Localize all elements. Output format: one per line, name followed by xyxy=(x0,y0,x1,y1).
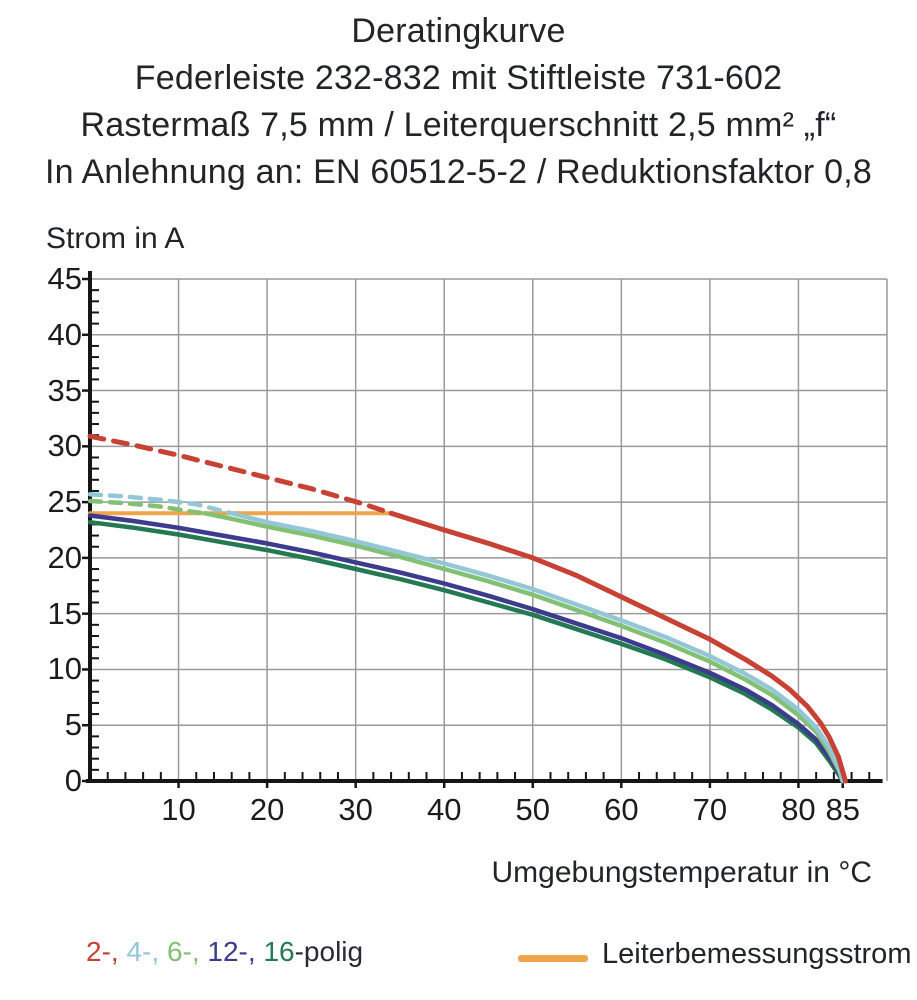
y-tick-label: 15 xyxy=(47,595,82,631)
rating-current-legend-label: Leiterbemessungsstrom xyxy=(602,938,912,970)
x-tick-label: 70 xyxy=(692,792,728,827)
y-tick-label: 20 xyxy=(47,539,82,575)
y-axis-title: Strom in A xyxy=(46,222,185,255)
y-tick-label: 10 xyxy=(47,651,82,687)
x-tick-label: 60 xyxy=(604,792,639,827)
legend-pole-token: 6-, xyxy=(166,936,208,967)
legend-pole-token: 4-, xyxy=(126,936,167,967)
legend-pole-counts xyxy=(86,936,363,968)
y-tick-label: 5 xyxy=(64,707,82,743)
x-tick-label: 50 xyxy=(515,792,550,827)
legend-pole-token: 12-, xyxy=(207,936,264,967)
x-tick-label: 20 xyxy=(249,792,285,827)
x-tick-label: 80 xyxy=(781,792,816,827)
rating-current-legend-line xyxy=(518,955,588,962)
y-tick-label: 30 xyxy=(47,428,82,464)
legend-pole-token: 2-, xyxy=(86,936,127,967)
chart-subtitle-product: Federleiste 232-832 mit Stiftleiste 731-602 xyxy=(134,59,783,97)
chart-subtitle-spec: Rastermaß 7,5 mm / Leiterquerschnitt 2,5 mm² „f“ xyxy=(80,106,837,144)
chart-title: Deratingkurve xyxy=(351,12,566,50)
y-tick-label: 40 xyxy=(47,316,82,352)
x-tick-label: 10 xyxy=(161,792,196,827)
x-tick-label: 85 xyxy=(825,792,860,827)
y-tick-label: 25 xyxy=(47,484,82,520)
y-tick-label: 0 xyxy=(64,763,82,798)
legend-pole-token: 16 xyxy=(263,936,295,967)
x-tick-label: 30 xyxy=(338,792,373,827)
series-2-polig xyxy=(391,513,845,781)
y-tick-label: 45 xyxy=(47,261,82,296)
y-tick-label: 35 xyxy=(47,372,82,408)
x-axis-title: Umgebungstemperatur in °C xyxy=(491,856,872,889)
x-tick-label: 40 xyxy=(426,792,462,827)
legend-pole-token: -polig xyxy=(294,936,364,967)
chart-subtitle-norm: In Anlehnung an: EN 60512-5-2 / Reduktionsfaktor 0,8 xyxy=(45,153,872,191)
